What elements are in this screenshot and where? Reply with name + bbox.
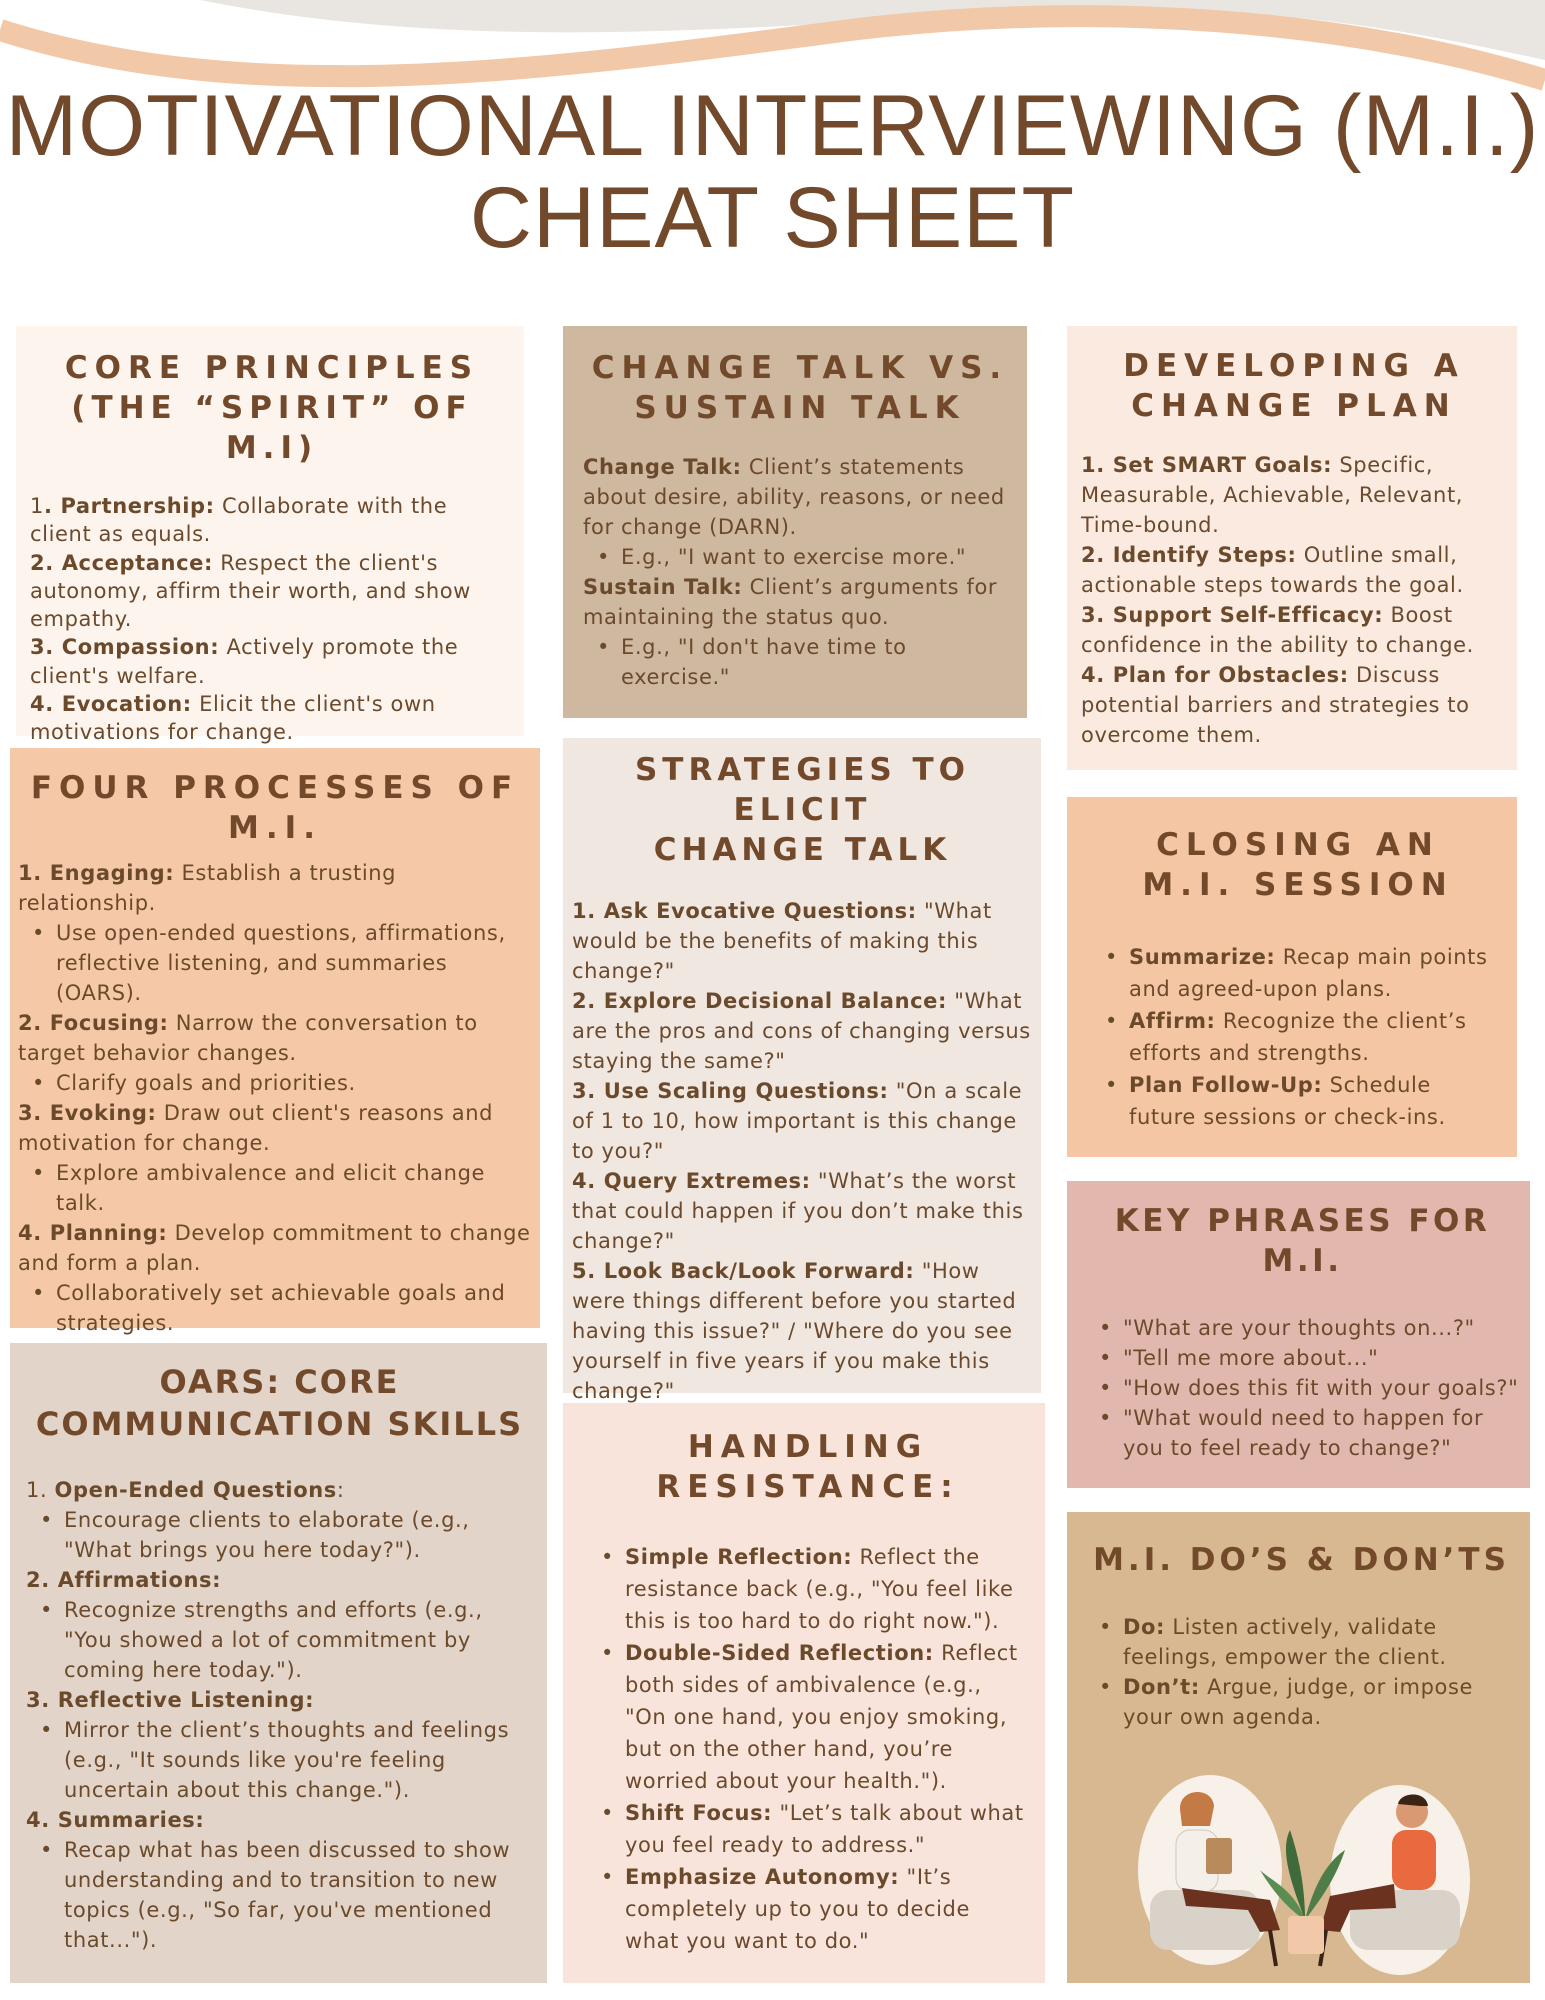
list-bullet [587,1797,1029,1861]
list-bullet: • Use open-ended questions, affirmations, reflective listening, and summaries (OARS). [18,918,532,1008]
title-line-2: CHEAT SHEET [469,170,1076,266]
list-item [1081,660,1507,750]
item-text: Collaborate with the client as equals. [30,494,448,547]
item-key: Affirm: [1129,1009,1216,1033]
item-text: Elicit the client's own motivations for change. [30,692,436,745]
list-bullet [1085,1672,1518,1732]
item-text: Client’s statements about desire, ability, reasons, or need for change (DARN). [583,455,1005,539]
heading-line: COMMUNICATION SKILLS [35,1405,524,1443]
list-bullet: • E.g., "I don't have time to exercise." [583,632,1017,692]
item-text: Actively promote the client's welfare. [30,635,459,688]
item-number: 1 [30,494,44,518]
item-key: Emphasize Autonomy: [625,1865,900,1889]
item-text: "It’s completely up to you to decide what you want to do." [625,1865,970,1953]
four-processes-heading [18,768,532,848]
oars-heading [26,1361,533,1445]
list-bullet: • E.g., "I want to exercise more." [583,542,1017,572]
item-text: "How were things different before you started having this issue?" / "Where do you see yourself in five years if you make this change?" [572,1259,1017,1403]
therapy-session-illustration [1130,1770,1480,1980]
item-text: "What are the pros and cons of changing versus staying the same?" [572,989,1031,1073]
item-key: Open-Ended Questions [54,1478,337,1502]
list-item [583,572,1017,632]
title-line-1: MOTIVATIONAL INTERVIEWING (M.I.) [5,78,1540,174]
item-text: "What would be the benefits of making this change?" [572,899,992,983]
item-key: Do: [1123,1615,1166,1639]
list-item [26,1565,533,1595]
list-item [30,549,514,634]
list-bullet: • Explore ambivalence and elicit change talk. [18,1158,532,1218]
list-item [18,1008,532,1068]
list-bullet: • Encourage clients to elaborate (e.g., "What brings you here today?"). [26,1505,533,1565]
item-key: Sustain Talk: [583,575,743,599]
change-plan-card [1067,326,1517,770]
list-item [26,1685,533,1715]
handling-resistance-card [563,1403,1045,1983]
item-key: 3. Support Self-Efficacy: [1081,603,1384,627]
list-bullet: • Recap what has been discussed to show understanding and to transition to new topics (e.g., "So far, you've mentioned that..."). [26,1835,533,1955]
heading-line: CHANGE PLAN [1131,388,1457,424]
item-text: "Let’s talk about what you feel ready to address." [625,1801,1024,1857]
list-item [572,1256,1033,1406]
list-bullet: • "How does this fit with your goals?" [1085,1373,1520,1403]
list-item [30,690,514,747]
list-item [572,1076,1033,1166]
list-item [1081,450,1507,540]
item-text: Reflect both sides of ambivalence (e.g., "On one hand, you enjoy smoking, but on the other hand, you’re worried about your health."). [625,1641,1018,1793]
list-item [30,633,514,690]
key-phrases-heading [1085,1201,1520,1281]
heading-line: M.I. SESSION [1142,867,1454,903]
heading-line: SUSTAIN TALK [634,390,966,426]
change-talk-heading [583,348,1017,428]
list-bullet: • Clarify goals and priorities. [18,1068,532,1098]
item-key: 2. Explore Decisional Balance: [572,989,948,1013]
list-item [18,1218,532,1278]
list-item [1081,540,1507,600]
list-bullet [587,1541,1029,1637]
item-key: 5. Look Back/Look Forward: [572,1259,915,1283]
item-key: Double-Sided Reflection: [625,1641,934,1665]
list-item [583,452,1017,542]
item-text: Reflect the resistance back (e.g., "You feel like this is too hard to do right now."). [625,1545,1014,1633]
list-bullet [1091,941,1505,1005]
item-key: 1. Set SMART Goals: [1081,453,1333,477]
item-key: 3. Reflective Listening: [26,1688,315,1712]
item-text: Respect the client's autonomy, affirm their worth, and show empathy. [30,550,471,632]
oars-list [26,1475,533,1955]
heading-line: KEY PHRASES FOR M.I. [1114,1203,1491,1279]
list-item [26,1475,533,1505]
list-bullet [587,1861,1029,1957]
heading-line: STRATEGIES TO ELICIT [634,752,971,828]
item-text: Listen actively, validate feelings, empower the client. [1123,1615,1447,1669]
item-text: Recognize the client’s efforts and strengths. [1129,1009,1467,1065]
list-bullet: • "What are your thoughts on...?" [1085,1313,1520,1343]
list-item [26,1805,533,1835]
closing-session-heading [1091,825,1505,905]
list-bullet: • Mirror the client’s thoughts and feelings (e.g., "It sounds like you're feeling uncertain about this change."). [26,1715,533,1805]
list-bullet: • "What would need to happen for you to feel ready to change?" [1085,1403,1520,1463]
list-item [572,1166,1033,1256]
heading-line: CHANGE TALK [653,832,952,868]
list-item [30,492,514,549]
heading-line: (THE “SPIRIT” OF M.I) [71,390,473,466]
item-text: Discuss potential barriers and strategies to overcome them. [1081,663,1470,747]
item-text: Schedule future sessions or check-ins. [1129,1073,1446,1129]
item-key: 2. Identify Steps: [1081,543,1297,567]
item-key: Don’t: [1123,1675,1200,1699]
item-key: . Partnership: [43,494,215,518]
heading-line: HANDLING [687,1429,929,1465]
item-text: "On a scale of 1 to 10, how important is this change to you?" [572,1079,1023,1163]
strategies-list [572,896,1033,1406]
heading-line: CHANGE TALK VS. [591,350,1009,386]
item-key: 3. Evoking: [18,1101,157,1125]
heading-line: M.I. DO’S & DON’TS [1093,1542,1510,1578]
list-bullet [1085,1612,1518,1672]
item-key: 4. Planning: [18,1221,168,1245]
four-processes-list [18,858,532,1338]
list-item [1081,600,1507,660]
item-key: 2. Acceptance: [30,550,213,575]
list-bullet: • "Tell me more about..." [1085,1343,1520,1373]
item-text: : [336,1478,345,1502]
item-key: 1. Ask Evocative Questions: [572,899,917,923]
item-key: 4. Evocation: [30,692,192,717]
list-item [572,986,1033,1076]
heading-line: M.I. [228,810,322,846]
heading-line: FOUR PROCESSES OF [30,770,520,806]
heading-line: OARS: CORE [159,1363,400,1401]
item-key: 4. Query Extremes: [572,1169,811,1193]
item-text: Boost confidence in the ability to change. [1081,603,1474,657]
item-key: 2. Focusing: [18,1011,169,1035]
heading-line: RESISTANCE: [656,1469,960,1505]
item-text: Outline small, actionable steps towards the goal. [1081,543,1464,597]
item-key: Plan Follow-Up: [1129,1073,1323,1097]
core-principles-card [16,326,524,745]
item-number: 1. [26,1478,55,1502]
core-principles-heading [30,348,514,468]
item-text: Argue, judge, or impose your own agenda. [1123,1675,1474,1729]
core-principles-list [30,492,514,747]
item-text: "What’s the worst that could happen if you don’t make this change?" [572,1169,1024,1253]
list-item [18,1098,532,1158]
heading-line: CLOSING AN [1156,827,1440,863]
page-title [0,80,1545,264]
item-text: Narrow the conversation to target behavior changes. [18,1011,478,1065]
change-plan-list [1081,450,1507,750]
list-bullet [1091,1069,1505,1133]
handling-resistance-list [587,1541,1029,1957]
change-talk-card [563,326,1027,718]
item-key: 3. Use Scaling Questions: [572,1079,889,1103]
key-phrases-card [1067,1181,1530,1488]
item-key: Simple Reflection: [625,1545,853,1569]
list-bullet: • Recognize strengths and efforts (e.g., "You showed a lot of commitment by coming here today."). [26,1595,533,1685]
item-text: Recap main points and agreed-upon plans. [1129,945,1488,1001]
closing-session-card [1067,797,1517,1157]
handling-resistance-heading [587,1427,1029,1507]
item-key: 4. Summaries: [26,1808,205,1832]
list-item [572,896,1033,986]
list-bullet [1091,1005,1505,1069]
item-key: Shift Focus: [625,1801,773,1825]
list-item [18,858,532,918]
change-talk-list [583,452,1017,692]
item-text: Establish a trusting relationship. [18,861,397,915]
list-bullet: • Collaboratively set achievable goals and strategies. [18,1278,532,1338]
strategies-card [563,738,1041,1403]
item-text: Develop commitment to change and form a plan. [18,1221,531,1275]
item-text: Draw out client's reasons and motivation for change. [18,1101,494,1155]
item-key: 4. Plan for Obstacles: [1081,663,1349,687]
item-key: 1. Engaging: [18,861,175,885]
key-phrases-list [1085,1313,1520,1463]
item-text: Client’s arguments for maintaining the status quo. [583,575,998,629]
change-plan-heading [1081,346,1507,426]
item-text: Specific, Measurable, Achievable, Relevant, Time-bound. [1081,453,1464,537]
heading-line: DEVELOPING A [1123,348,1465,384]
oars-card [10,1343,547,1983]
heading-line: CORE PRINCIPLES [64,350,480,386]
four-processes-card [10,748,540,1335]
item-key: 3. Compassion: [30,635,220,660]
strategies-heading [572,750,1033,870]
item-key: Summarize: [1129,945,1276,969]
item-key: 2. Affirmations: [26,1568,222,1592]
closing-session-list [1091,941,1505,1133]
list-bullet [587,1637,1029,1797]
dos-donts-list [1085,1612,1518,1732]
dos-donts-heading [1085,1540,1518,1580]
item-key: Change Talk: [583,455,742,479]
